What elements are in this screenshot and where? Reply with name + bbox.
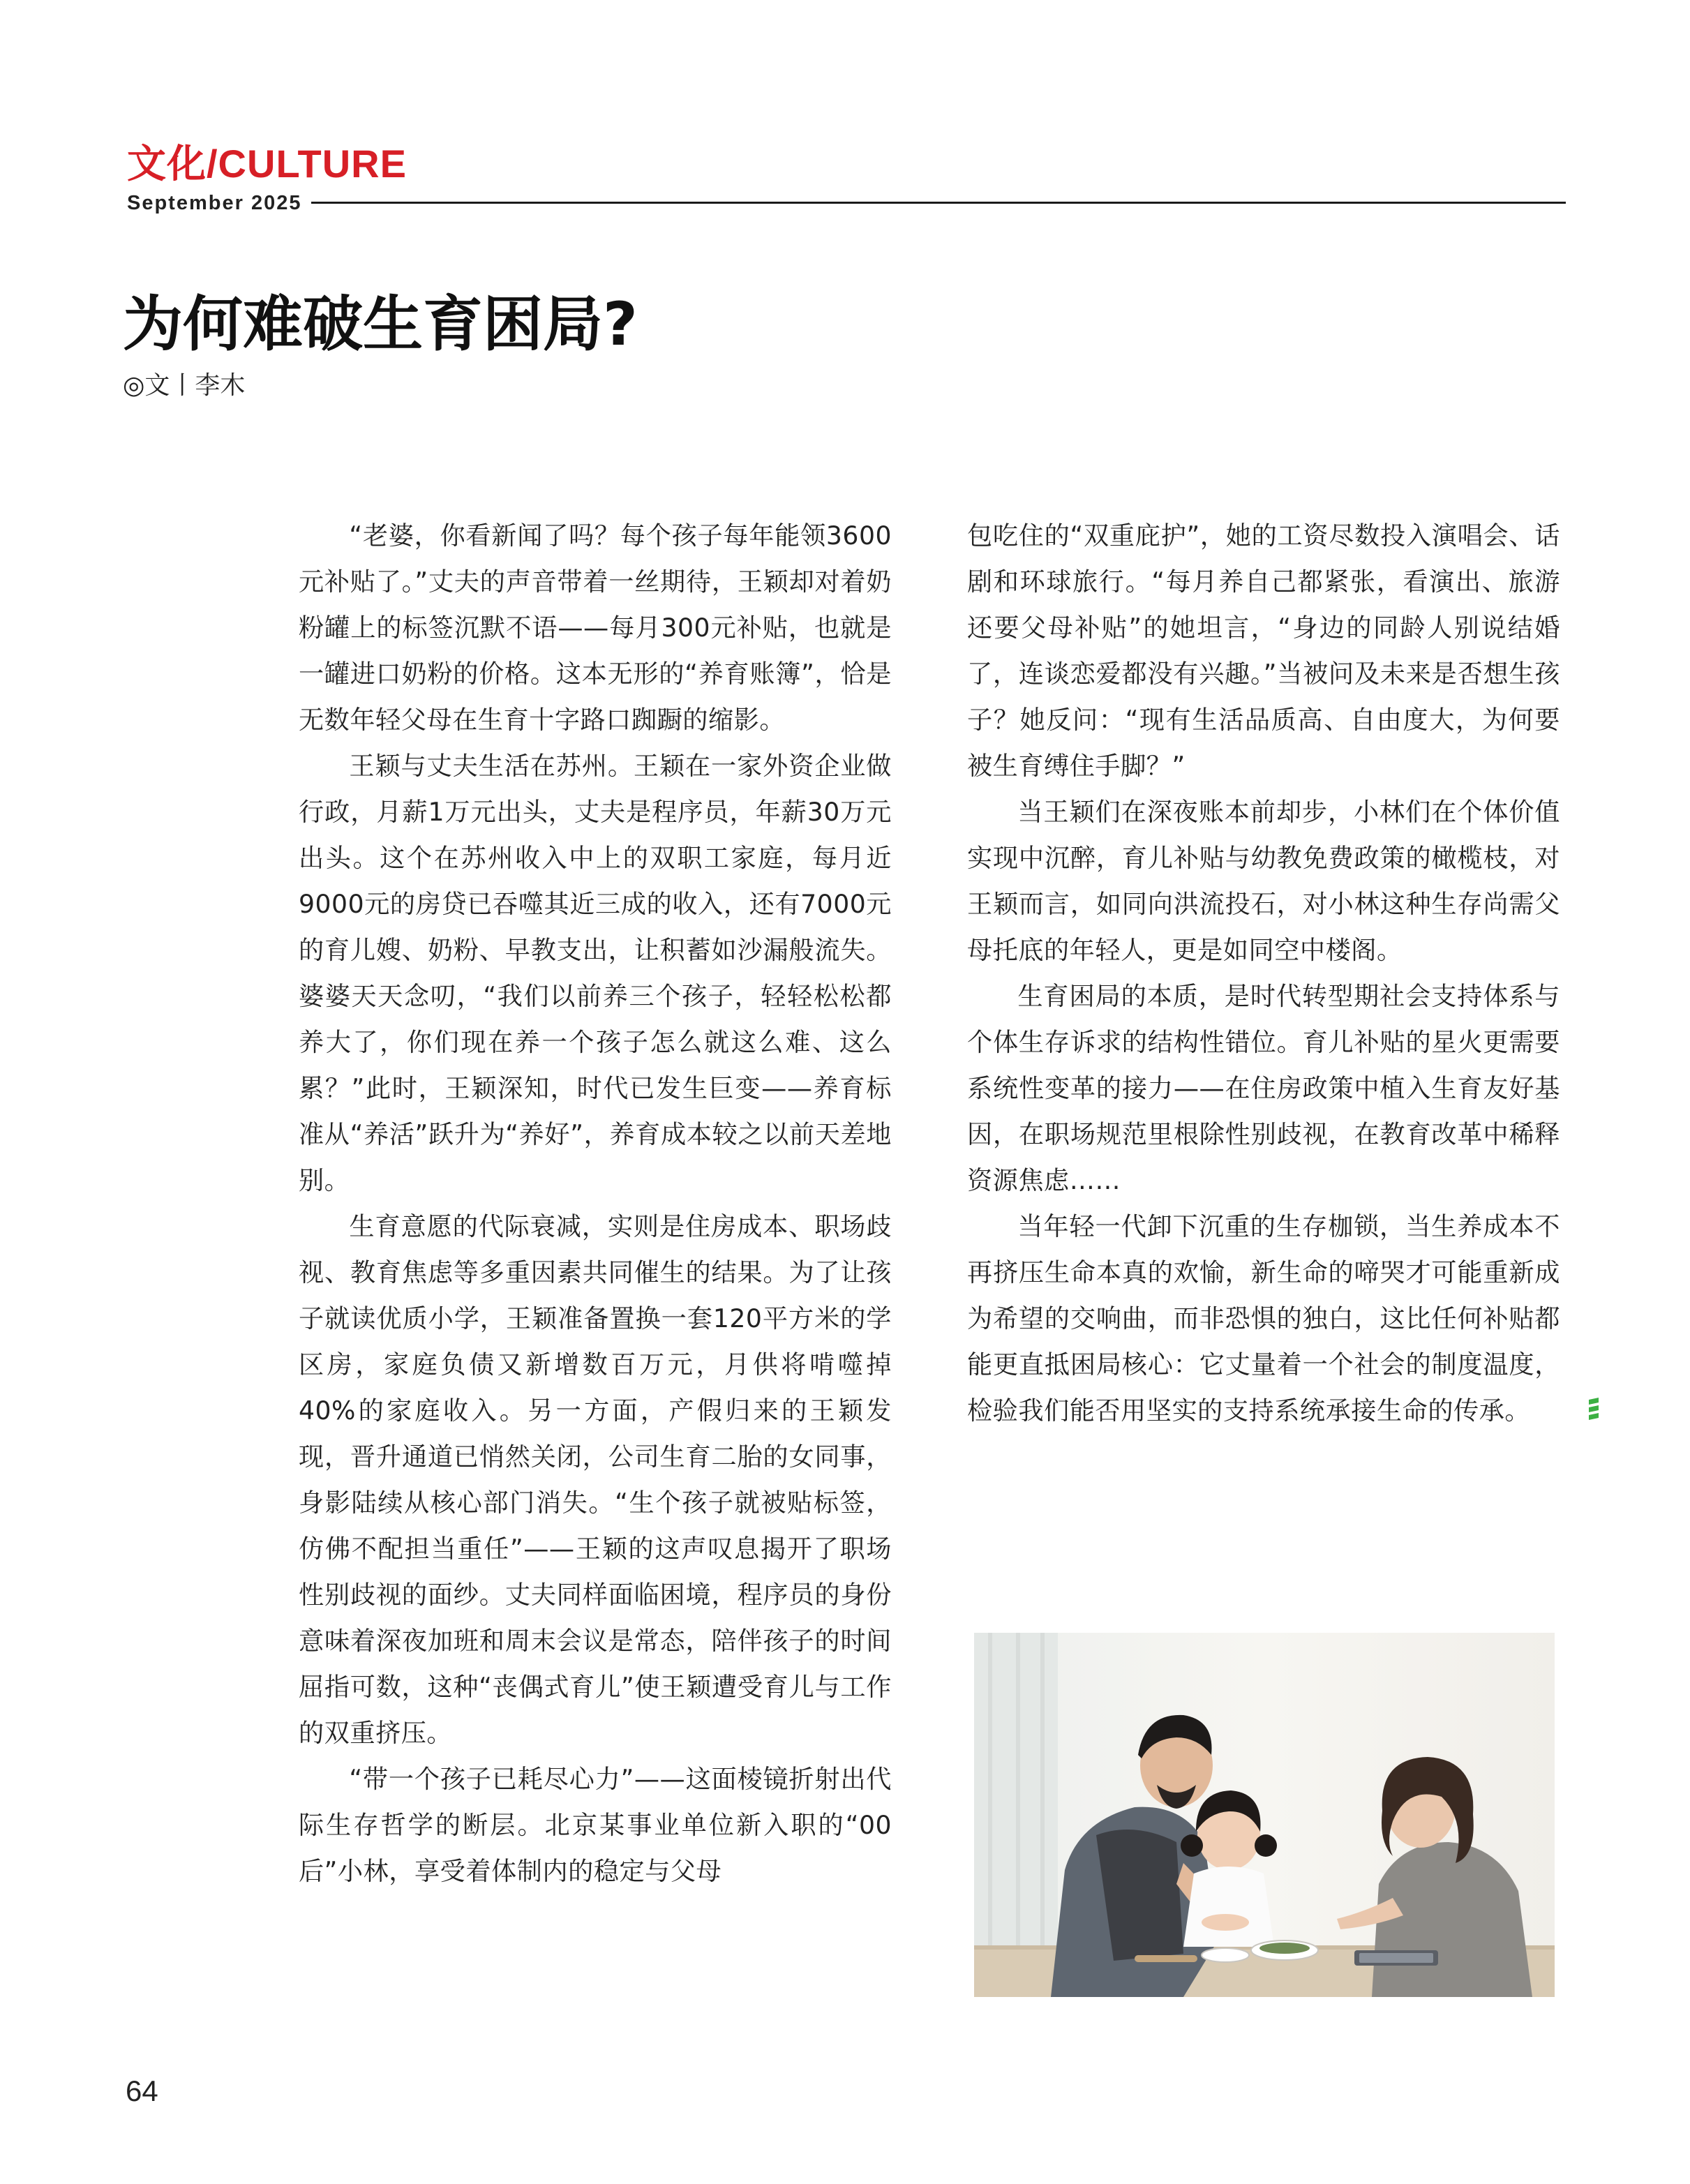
article-byline: ◎文丨李木: [123, 371, 246, 400]
article-paragraph: 当王颖们在深夜账本前却步，小林们在个体价值实现中沉醉，育儿补贴与幼教免费政策的橄榄枝，对王颖而言，如同向洪流投石，对小林这种生存尚需父母托底的年轻人，更是如同空中楼阁。: [967, 797, 1560, 965]
header-rule: [311, 202, 1566, 204]
article-paragraph-continued: 包吃住的“双重庇护”，她的工资尽数投入演唱会、话剧和环球旅行。“每月养自己都紧张，看演出、旅游还要父母补贴”的她坦言，“身边的同龄人别说结婚了，连谈恋爱都没有兴趣。”当被问及未来是否想生孩子？她反问：“现有生活品质高、自由度大，为何要被生育缚住手脚？”: [967, 521, 1560, 781]
article-column-left: [299, 513, 892, 1894]
article-paragraph: 生育意愿的代际衰减，实则是住房成本、职场歧视、教育焦虑等多重因素共同催生的结果。为了让孩子就读优质小学，王颖准备置换一套120平方米的学区房，家庭负债又新增数百万元，月供将啃噬掉40%的家庭收入。另一方面，产假归来的王颖发现，晋升通道已悄然关闭，公司生育二胎的女同事，身影陆续从核心部门消失。“生个孩子就被贴标签，仿佛不配担当重任”——王颖的这声叹息揭开了职场性别歧视的面纱。丈夫同样面临困境，程序员的身份意味着深夜加班和周末会议是常态，陪伴孩子的时间屈指可数，这种“丧偶式育儿”使王颖遭受育儿与工作的双重挤压。: [299, 1211, 892, 1748]
issue-date: September 2025: [127, 192, 302, 214]
section-label: 文化/CULTURE: [127, 142, 407, 186]
article-title: 为何难破生育困局?: [123, 290, 638, 359]
article-paragraph-text: 当年轻一代卸下沉重的生存枷锁，当生养成本不再挤压生命本真的欢愉，新生命的啼哭才可能重新成为希望的交响曲，而非恐惧的独白，这比任何补贴都能更直抵困局核心：它丈量着一个社会的制度温度，检验我们能否用坚实的支持系统承接生命的传承。: [967, 1211, 1560, 1426]
article-column-right: [967, 513, 1560, 1434]
article-paragraph: 王颖与丈夫生活在苏州。王颖在一家外资企业做行政，月薪1万元出头，丈夫是程序员，年薪30万元出头。这个在苏州收入中上的双职工家庭，每月近9000元的房贷已吞噬其近三成的收入，还有7000元的育儿嫂、奶粉、早教支出，让积蓄如沙漏般流失。婆婆天天念叨，“我们以前养三个孩子，轻轻松松都养大了，你们现在养一个孩子怎么就这么难、这么累？”此时，王颖深知，时代已发生巨变——养育标准从“养活”跃升为“养好”，养育成本较之以前天差地别。: [299, 751, 892, 1195]
article-end-mark-icon: [1536, 1391, 1550, 1416]
article-paragraph-last: [967, 1204, 1560, 1434]
family-cooking-photo: [974, 1633, 1555, 1997]
article-paragraph: “带一个孩子已耗尽心力”——这面棱镜折射出代际生存哲学的断层。北京某事业单位新入职的“00后”小林，享受着体制内的稳定与父母: [299, 1764, 892, 1886]
article-paragraph: 生育困局的本质，是时代转型期社会支持体系与个体生存诉求的结构性错位。育儿补贴的星火更需要系统性变革的接力——在住房政策中植入生育友好基因，在职场规范里根除性别歧视，在教育改革中稀释资源焦虑……: [967, 981, 1560, 1195]
page-number: 64: [126, 2074, 158, 2107]
article-paragraph: “老婆，你看新闻了吗？每个孩子每年能领3600元补贴了。”丈夫的声音带着一丝期待，王颖却对着奶粉罐上的标签沉默不语——每月300元补贴，也就是一罐进口奶粉的价格。这本无形的“养育账簿”，恰是无数年轻父母在生育十字路口踟蹰的缩影。: [299, 521, 892, 735]
